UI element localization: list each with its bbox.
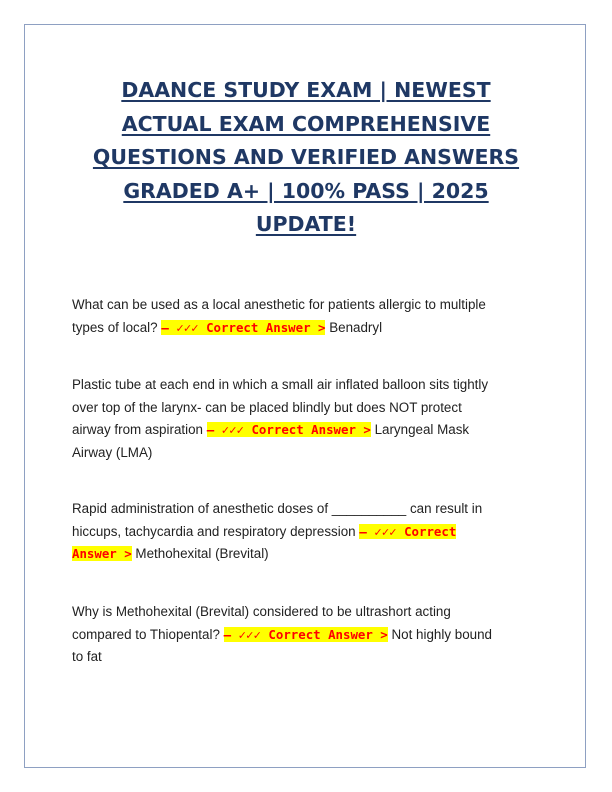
document-title [70, 74, 542, 242]
answer-text: Airway (LMA) [72, 444, 153, 460]
correct-answer-marker: – ✓✓✓ Correct Answer > [206, 422, 371, 438]
question-answer-line [72, 317, 552, 340]
question-text: Plastic tube at each end in which a small air inflated balloon sits tightly [72, 377, 489, 392]
question-text: types of local? [72, 319, 158, 335]
correct-answer-marker: – ✓✓✓ Correct Answer > [223, 626, 388, 642]
question-answer-line [72, 624, 552, 647]
title-line: GRADED A+ | 100% PASS | 2025 [123, 178, 489, 203]
answer-text: Laryngeal Mask [374, 422, 470, 438]
title-line: UPDATE! [255, 212, 357, 236]
answer-text: to fat [72, 649, 102, 665]
question-answer-line [72, 419, 552, 442]
question-text: Rapid administration of anesthetic doses of __________ can result in [72, 501, 483, 516]
title-line: ACTUAL EXAM COMPREHENSIVE [121, 111, 491, 136]
title-line: QUESTIONS AND VERIFIED ANSWERS [92, 145, 520, 169]
question-text: Why is Methohexital (Brevital) considered to be ultrashort acting [72, 604, 451, 619]
question-text: hiccups, tachycardia and respiratory depression [72, 523, 356, 539]
question-answer-line [72, 521, 552, 544]
correct-answer-marker: – ✓✓✓ Correct [359, 523, 457, 539]
answer-text: Not highly bound [391, 626, 493, 642]
correct-answer-marker: – ✓✓✓ Correct Answer > [161, 319, 326, 335]
qa-item-2 [72, 374, 552, 464]
qa-item-1 [72, 294, 552, 339]
answer-text: Benadryl [329, 319, 383, 335]
question-text: compared to Thiopental? [72, 626, 220, 642]
question-text: What can be used as a local anesthetic for patients allergic to multiple [72, 297, 486, 312]
answer-text: Methohexital (Brevital) [135, 546, 269, 562]
correct-answer-marker: Answer > [72, 546, 132, 562]
answer-line [72, 543, 552, 566]
qa-item-3 [72, 498, 552, 566]
qa-item-4 [72, 601, 552, 669]
title-line: DAANCE STUDY EXAM | NEWEST [121, 78, 491, 102]
question-text: airway from aspiration [72, 422, 203, 438]
question-text: over top of the larynx- can be placed blindly but does NOT protect [72, 399, 462, 415]
